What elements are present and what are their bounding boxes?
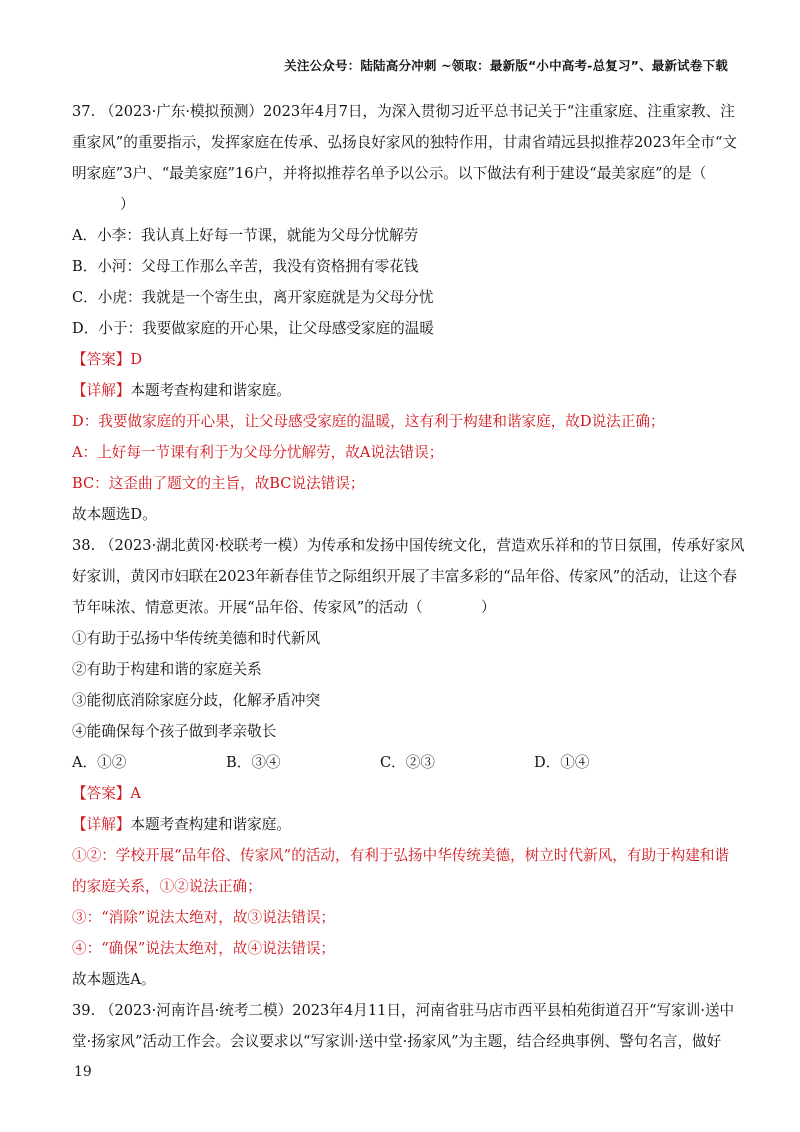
conclusion-line: 故本题选D。	[72, 506, 157, 523]
answer-line	[72, 778, 728, 809]
answer-value: A	[130, 785, 141, 802]
options-row	[72, 747, 728, 778]
question-stem-line: 38. （2023·湖北黄冈·校联考一模）为传承和发扬中国传统文化，营造欢乐祥和的节日氛围，传承好家风	[72, 537, 745, 554]
page-header: 关注公众号：陆陆高分冲刺 ~领取：最新版“小中高考-总复习”、最新试卷下载	[284, 58, 728, 73]
question-stem-line: 堂·扬家风”活动工作会。会议要求以“写家训·送中堂·扬家风”为主题，结合经典事例、警句名言，做好	[72, 1033, 722, 1050]
conclusion-line: 故本题选A。	[72, 971, 156, 988]
question-stem-line: 明家庭”3户、“最美家庭”16户，并将拟推荐名单予以公示。以下做法有利于建设“最美家庭”的是（	[72, 165, 707, 182]
explanation-line: D：我要做家庭的开心果，让父母感受家庭的温暖，这有利于构建和谐家庭，故D说法正确；	[72, 413, 665, 430]
question-stem-line: 重家风”的重要指示，发挥家庭在传承、弘扬良好家风的独特作用，甘肃省靖远县拟推荐2023年全市“文	[72, 134, 738, 151]
explanation-line: ④：“确保”说法太绝对，故④说法错误；	[72, 940, 336, 957]
question-stem-line: 39. （2023·河南许昌·统考二模）2023年4月11日，河南省驻马店市西平县柏苑街道召开“写家训·送中	[72, 1002, 735, 1019]
question-stem-line: 37. （2023·广东·模拟预测）2023年4月7日，为深入贯彻习近平总书记关于“注重家庭、注重家教、注	[72, 103, 735, 120]
detail-label: 【详解】	[72, 816, 131, 833]
detail-intro: 本题考查构建和谐家庭。	[130, 382, 291, 399]
option-b: B．小河：父母工作那么辛苦，我没有资格拥有零花钱	[72, 258, 419, 275]
answer-value: D	[130, 351, 143, 368]
statement-4: ④能确保每个孩子做到孝亲敬长	[72, 723, 277, 740]
detail-intro: 本题考查构建和谐家庭。	[130, 816, 291, 833]
question-stem-line: 好家训，黄冈市妇联在2023年新春佳节之际组织开展了丰富多彩的“品年俗、传家风”的活动，让这个春	[72, 568, 738, 585]
option-c: C．②③	[380, 754, 435, 771]
answer-label: 【答案】	[72, 785, 131, 802]
explanation-line: ③：“消除”说法太绝对，故③说法错误；	[72, 909, 336, 926]
explanation-line: 的家庭关系，①②说法正确；	[72, 878, 262, 895]
question-38	[72, 530, 745, 995]
statement-1: ①有助于弘扬中华传统美德和时代新风	[72, 630, 321, 647]
question-37	[72, 96, 738, 530]
answer-label: 【答案】	[72, 351, 131, 368]
question-stem-line: 节年味浓、情意更浓。开展“品年俗、传家风”的活动（ ）	[72, 599, 496, 616]
statement-3: ③能彻底消除家庭分歧，化解矛盾冲突	[72, 692, 321, 709]
page-content	[72, 96, 745, 1057]
option-a: A．小李：我认真上好每一节课，就能为父母分忧解劳	[72, 227, 419, 244]
option-c: C．小虎：我就是一个寄生虫，离开家庭就是为父母分忧	[72, 289, 434, 306]
explanation-line: A：上好每一节课有利于为父母分忧解劳，故A说法错误；	[72, 444, 444, 461]
option-b: B．③④	[226, 754, 281, 771]
page-number: 19	[74, 1064, 92, 1080]
answer-line	[72, 344, 728, 375]
detail-line	[72, 809, 728, 840]
detail-label: 【详解】	[72, 382, 131, 399]
option-d: D．小于：我要做家庭的开心果，让父母感受家庭的温暖	[72, 320, 434, 337]
question-39	[72, 995, 735, 1057]
explanation-line: ①②：学校开展“品年俗、传家风”的活动，有利于弘扬中华传统美德，树立时代新风，有助于构建和谐	[72, 847, 730, 864]
option-d: D．①④	[534, 754, 590, 771]
statement-2: ②有助于构建和谐的家庭关系	[72, 661, 262, 678]
explanation-line: BC：这歪曲了题文的主旨，故BC说法错误；	[72, 475, 365, 492]
answer-paren-close: ）	[120, 196, 135, 213]
option-a: A．①②	[72, 754, 127, 771]
detail-line	[72, 375, 728, 406]
